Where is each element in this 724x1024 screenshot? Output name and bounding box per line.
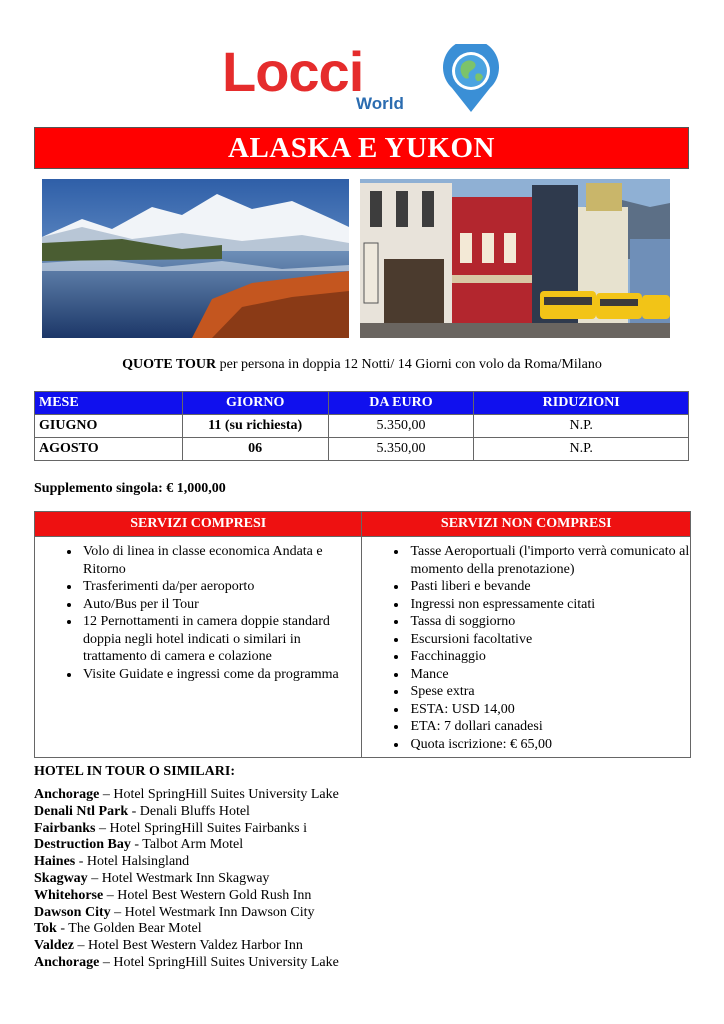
hotel-city: Fairbanks xyxy=(34,820,96,836)
services-excluded-list xyxy=(362,543,690,753)
hotels-title: HOTEL IN TOUR O SIMILARI: xyxy=(34,764,235,779)
hotel-item xyxy=(34,837,339,854)
hotel-city: Anchorage xyxy=(34,787,100,802)
hotel-name: Talbot Arm Motel xyxy=(142,837,244,853)
hotel-city: Valdez xyxy=(34,938,74,954)
services-excluded-cell xyxy=(362,537,691,758)
header-da-euro: DA EURO xyxy=(328,392,474,415)
hotel-city: Haines xyxy=(34,854,76,870)
list-item: • ESTA: USD 14,00 xyxy=(408,701,690,719)
hotel-name: Hotel SpringHill Suites University Lake xyxy=(113,954,339,970)
hotel-name: Hotel SpringHill Suites University Lake xyxy=(113,787,339,802)
hotel-city: Skagway xyxy=(34,870,88,886)
table-row xyxy=(35,438,689,461)
hotel-city: Dawson City xyxy=(34,904,111,920)
hotel-name: Hotel Best Western Gold Rush Inn xyxy=(117,887,312,903)
cell-mese: AGOSTO xyxy=(35,438,183,461)
hotel-separator: – xyxy=(99,954,114,970)
hotel-separator: - xyxy=(130,837,143,853)
hotel-item xyxy=(34,854,339,871)
list-item: • Tasse Aeroportuali (l'importo verrà comunicato al momento della prenotazione) xyxy=(408,543,690,578)
hotel-name: Hotel Westmark Inn Dawson City xyxy=(124,904,315,920)
list-item: • Escursioni facoltative xyxy=(408,631,690,649)
list-item: • Mance xyxy=(408,666,690,684)
town-street-photo xyxy=(360,179,670,338)
quote-text: per persona in doppia 12 Notti/ 14 Giorni con volo da Roma/Milano xyxy=(216,357,602,372)
cell-euro: 5.350,00 xyxy=(328,415,474,438)
cell-mese: GIUGNO xyxy=(35,415,183,438)
single-supplement: Supplemento singola: € 1,000,00 xyxy=(34,481,226,496)
logo-brand-text: Locci xyxy=(222,40,364,103)
hotel-separator: – xyxy=(99,787,114,802)
header-riduzioni: RIDUZIONI xyxy=(474,392,689,415)
cell-riduzioni: N.P. xyxy=(474,438,689,461)
hotel-city: Denali Ntl Park xyxy=(34,803,129,819)
page-title: ALASKA E YUKON xyxy=(34,127,689,169)
list-item: • ETA: 7 dollari canadesi xyxy=(408,718,690,736)
list-item: • Auto/Bus per il Tour xyxy=(81,596,361,614)
hotel-item xyxy=(34,938,339,955)
hotel-item xyxy=(34,871,339,888)
hotel-item xyxy=(34,921,339,938)
header-giorno: GIORNO xyxy=(182,392,328,415)
list-item: • 12 Pernottamenti in camera doppie standard doppia negli hotel indicati o similari in trattamento di camera e colazione xyxy=(81,613,361,666)
hotel-city: Tok xyxy=(34,921,57,937)
hotel-name: The Golden Bear Motel xyxy=(68,921,202,937)
price-table-header xyxy=(35,392,689,415)
logo xyxy=(222,42,502,114)
list-item: • Tassa di soggiorno xyxy=(408,613,690,631)
services-included-list xyxy=(35,543,361,683)
list-item: • Quota iscrizione: € 65,00 xyxy=(408,736,690,754)
list-item: • Ingressi non espressamente citati xyxy=(408,596,690,614)
logo-sub-text: World xyxy=(356,94,404,113)
services-table xyxy=(34,511,691,758)
hotel-name: Hotel Westmark Inn Skagway xyxy=(101,870,270,886)
hotel-item xyxy=(34,804,339,821)
quote-label: QUOTE TOUR xyxy=(122,357,217,372)
cell-riduzioni: N.P. xyxy=(474,415,689,438)
hotel-item xyxy=(34,888,339,905)
list-item: • Visite Guidate e ingressi come da programma xyxy=(81,666,361,684)
hotel-city: Destruction Bay xyxy=(34,837,131,853)
hotel-city: Whitehorse xyxy=(34,887,104,903)
hotel-item xyxy=(34,821,339,838)
services-included-cell xyxy=(35,537,362,758)
hotel-name: Hotel Halsingland xyxy=(86,854,190,870)
header-mese: MESE xyxy=(35,392,183,415)
hotel-separator: - xyxy=(56,921,69,937)
hotel-item xyxy=(34,955,339,972)
table-row xyxy=(35,415,689,438)
list-item: • Trasferimenti da/per aeroporto xyxy=(81,578,361,596)
hotel-name: Hotel SpringHill Suites Fairbanks i xyxy=(109,820,308,836)
globe-pin-icon xyxy=(438,44,504,114)
cell-euro: 5.350,00 xyxy=(328,438,474,461)
quote-line xyxy=(0,357,724,373)
hotel-city: Anchorage xyxy=(34,954,100,970)
hotel-separator: – xyxy=(87,870,102,886)
hotel-separator: – xyxy=(73,938,88,954)
price-table xyxy=(34,391,689,461)
services-excluded-header: SERVIZI NON COMPRESI xyxy=(362,512,691,537)
hotel-name: Hotel Best Western Valdez Harbor Inn xyxy=(87,938,303,954)
hotel-separator: - xyxy=(75,854,87,870)
hotel-separator: – xyxy=(95,820,110,836)
services-included-header: SERVIZI COMPRESI xyxy=(35,512,362,537)
hotel-separator: – xyxy=(110,904,125,920)
hotel-separator: - xyxy=(128,803,140,819)
list-item: • Spese extra xyxy=(408,683,690,701)
mountain-lake-photo xyxy=(42,179,349,338)
cell-giorno: 11 (su richiesta) xyxy=(182,415,328,438)
hotels-list xyxy=(34,787,339,972)
cell-giorno: 06 xyxy=(182,438,328,461)
list-item: • Facchinaggio xyxy=(408,648,690,666)
hotel-name: Denali Bluffs Hotel xyxy=(139,803,250,819)
list-item: • Volo di linea in classe economica Andata e Ritorno xyxy=(81,543,361,578)
list-item: • Pasti liberi e bevande xyxy=(408,578,690,596)
hotel-item xyxy=(34,787,339,804)
hotel-item xyxy=(34,905,339,922)
hotel-separator: – xyxy=(103,887,118,903)
